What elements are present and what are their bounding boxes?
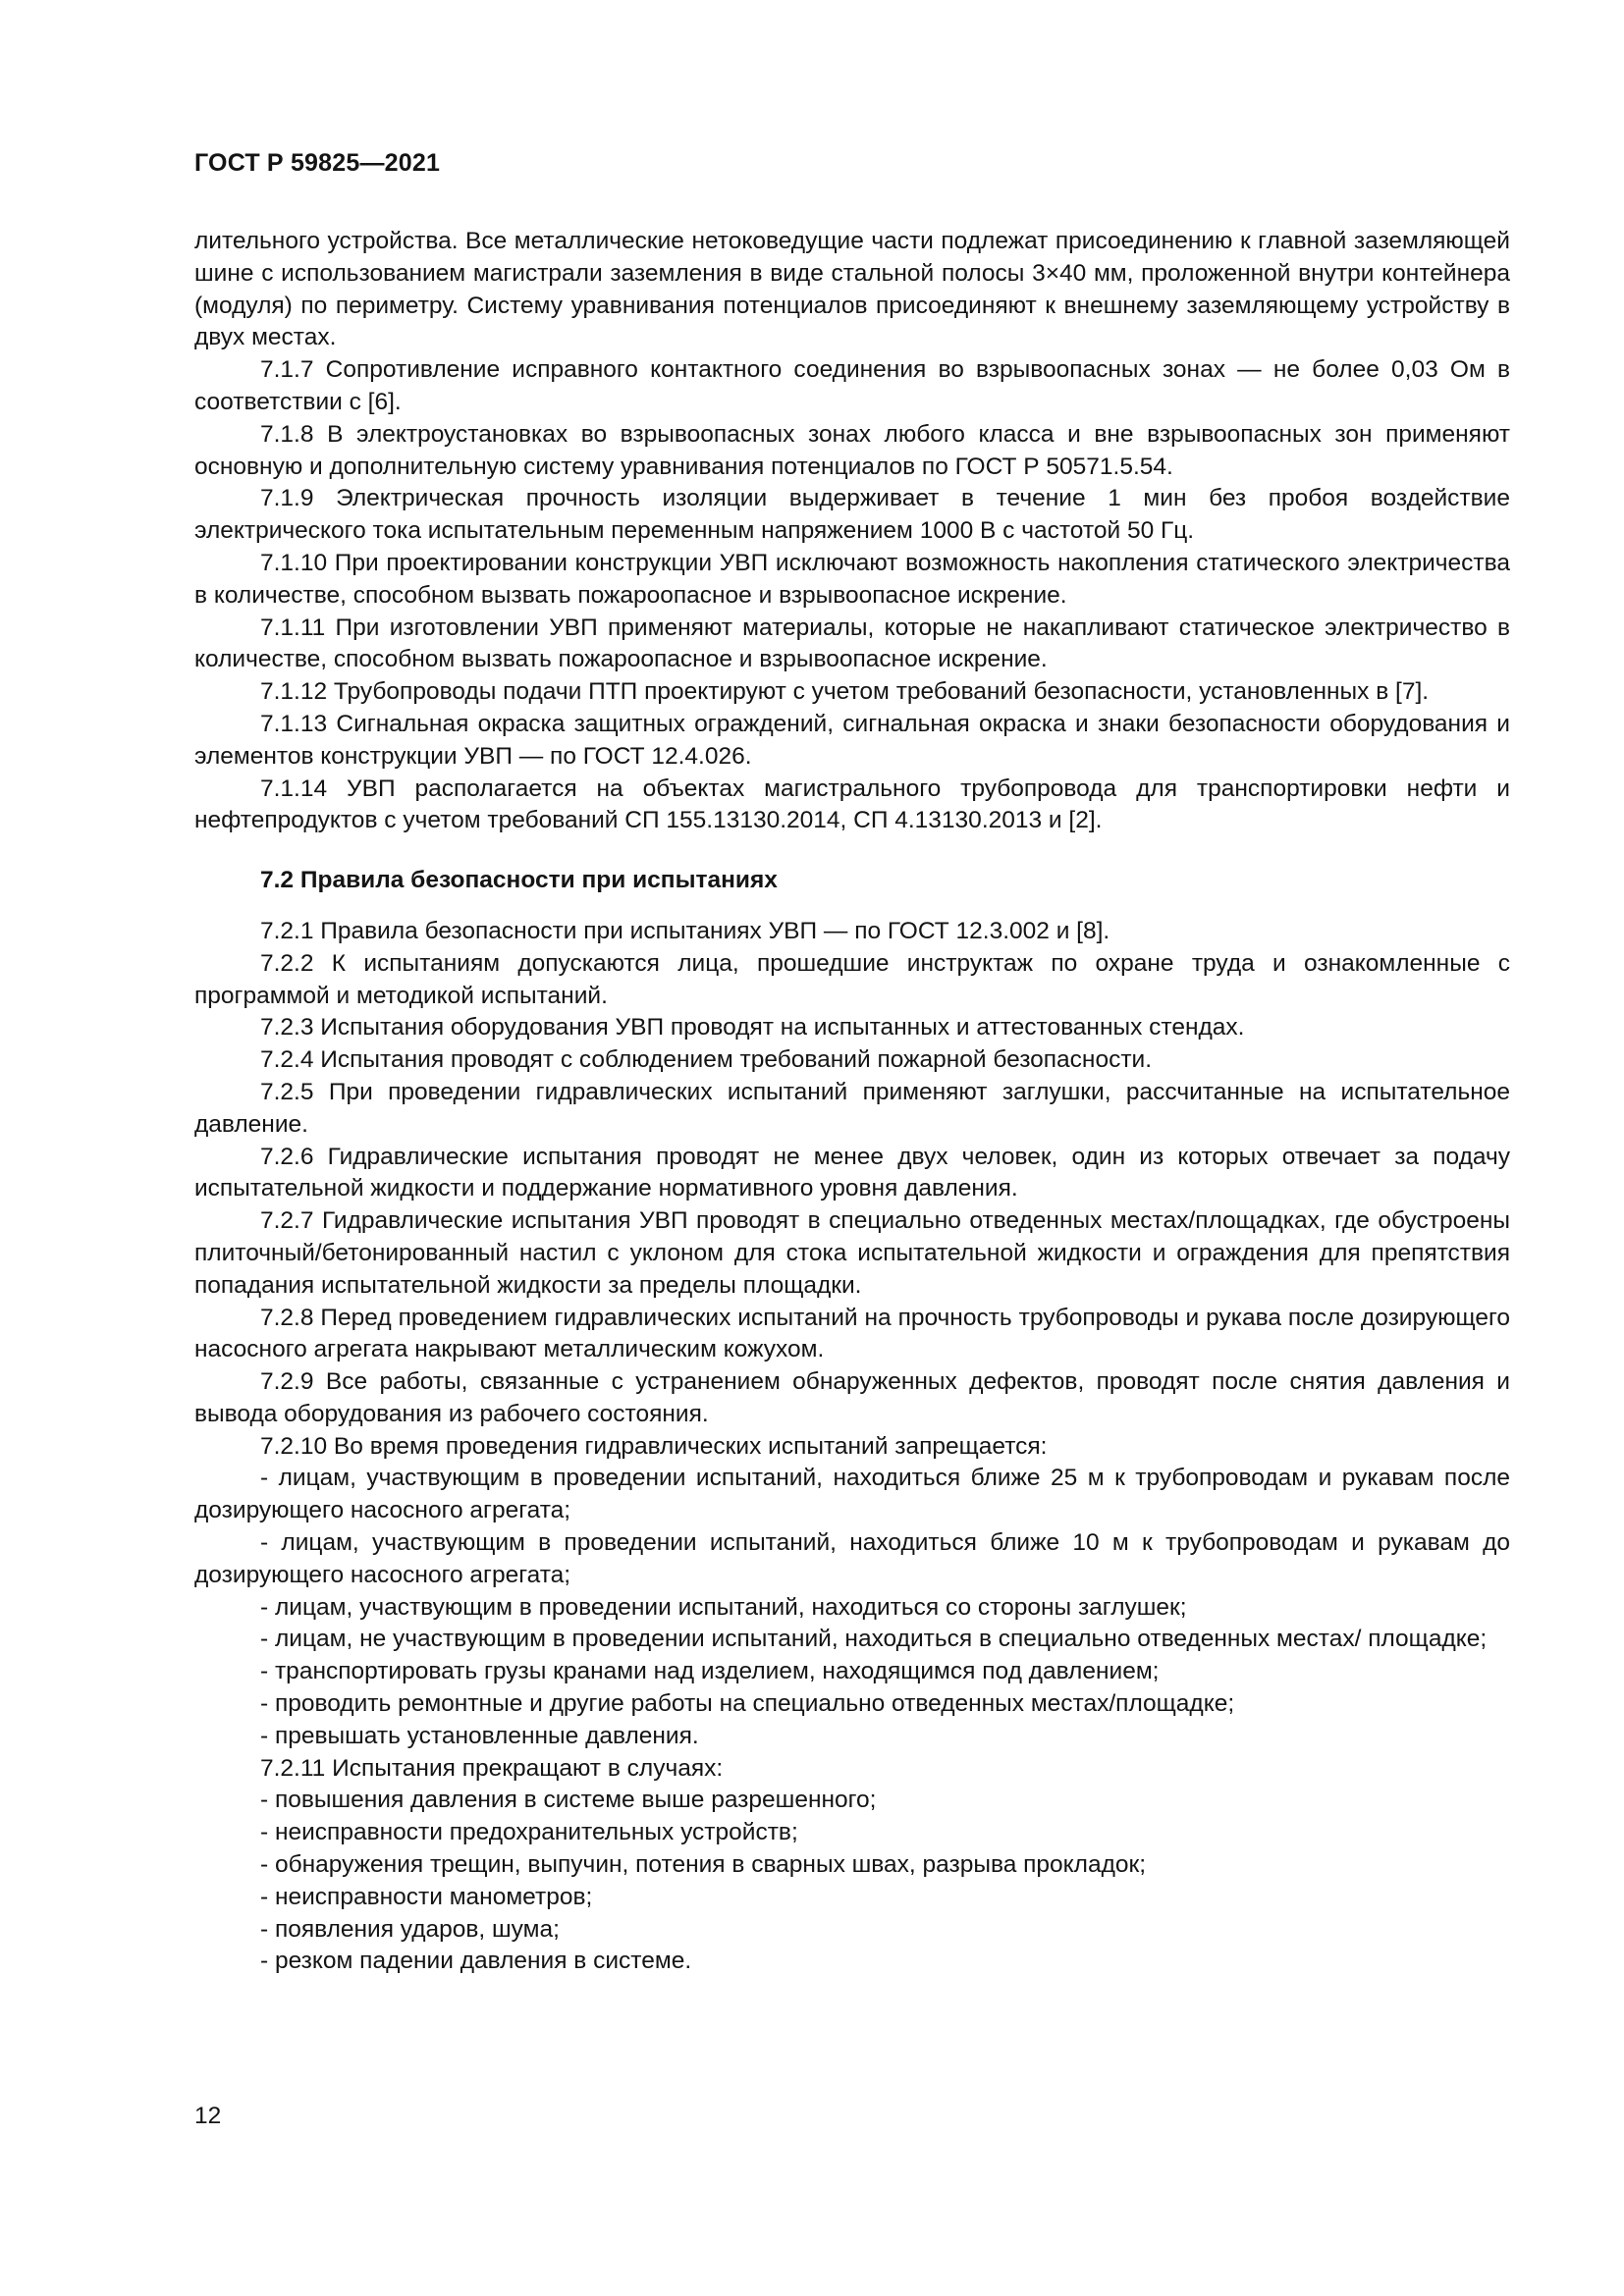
paragraph-7-2-3: 7.2.3 Испытания оборудования УВП проводят на испытанных и аттестованных стендах.: [260, 1014, 1245, 1041]
prohibition-list-item: - проводить ремонтные и другие работы на специально отведенных местах/площадке;: [260, 1690, 1235, 1718]
paragraph-7-2-2: 7.2.2 К испытаниям допускаются лица, прошедшие инструктаж по охране труда и ознакомленные с программой и методикой испытаний.: [194, 949, 1510, 1009]
prohibition-list-item: - лицам, не участвующим в проведении испытаний, находиться в специально отведенных местах/ площадке;: [260, 1626, 1488, 1653]
paragraph-7-2-6: 7.2.6 Гидравлические испытания проводят не менее двух человек, один из которых отвечает за подачу испытательной жидкости и поддержание нормативного уровня давления.: [194, 1143, 1510, 1202]
page-number: 12: [194, 2103, 222, 2129]
prohibition-list-item: - лицам, участвующим в проведении испытаний, находиться ближе 10 м к трубопроводам и рукавам до дозирующего насосного агрегата;: [194, 1529, 1510, 1588]
stop-case-list-item: - резком падении давления в системе.: [260, 1948, 692, 1975]
paragraph-7-2-9: 7.2.9 Все работы, связанные с устранением обнаруженных дефектов, проводят после снятия давления и вывода оборудования из рабочего состояния.: [194, 1368, 1510, 1427]
stop-case-list-item: - неисправности предохранительных устройств;: [260, 1819, 798, 1846]
stop-case-list-item: - появления ударов, шума;: [260, 1915, 560, 1943]
paragraph-continuation: лительного устройства. Все металлические нетоковедущие части подлежат присоединению к главной заземляющей шине с использованием магистрали заземления в виде стальной полосы 3×40 мм, проложенной внутри контейнера (модуля) по периметру. Систему уравнивания потенциалов присоединяют к внешнему заземляющему устройству в двух местах.: [194, 228, 1510, 351]
paragraph-7-1-9: 7.1.9 Электрическая прочность изоляции выдерживает в течение 1 мин без пробоя воздействие электрического тока испытательным переменным напряжением 1000 В с частотой 50 Гц.: [194, 485, 1510, 545]
paragraph-7-2-1: 7.2.1 Правила безопасности при испытаниях УВП — по ГОСТ 12.3.002 и [8].: [260, 917, 1110, 944]
paragraph-7-2-10: 7.2.10 Во время проведения гидравлических испытаний запрещается:: [260, 1432, 1048, 1460]
paragraph-7-1-11: 7.1.11 При изготовлении УВП применяют материалы, которые не накапливают статическое электричество в количестве, способном вызвать пожароопасное и взрывоопасное искрение.: [194, 614, 1510, 673]
paragraph-7-2-8: 7.2.8 Перед проведением гидравлических испытаний на прочность трубопроводы и рукава после дозирующего насосного агрегата накрывают металлическим кожухом.: [194, 1304, 1510, 1363]
paragraph-7-1-7: 7.1.7 Сопротивление исправного контактного соединения во взрывоопасных зонах — не более 0,03 Ом в соответствии с [6].: [194, 356, 1510, 415]
prohibition-list-item: - превышать установленные давления.: [260, 1722, 699, 1749]
paragraph-7-2-11: 7.2.11 Испытания прекращают в случаях:: [260, 1754, 724, 1782]
stop-case-list-item: - обнаружения трещин, выпучин, потения в сварных швах, разрыва прокладок;: [260, 1851, 1147, 1879]
paragraph-7-1-13: 7.1.13 Сигнальная окраска защитных ограждений, сигнальная окраска и знаки безопасности оборудования и элементов конструкции УВП — по ГОСТ 12.4.026.: [194, 710, 1510, 770]
paragraph-7-1-8: 7.1.8 В электроустановках во взрывоопасных зонах любого класса и вне взрывоопасных зон применяют основную и дополнительную систему уравнивания потенциалов по ГОСТ Р 50571.5.54.: [194, 420, 1510, 480]
paragraph-7-2-4: 7.2.4 Испытания проводят с соблюдением требований пожарной безопасности.: [260, 1046, 1153, 1074]
stop-case-list-item: - повышения давления в системе выше разрешенного;: [260, 1787, 877, 1814]
paragraph-7-2-5: 7.2.5 При проведении гидравлических испытаний применяют заглушки, рассчитанные на испытательное давление.: [194, 1078, 1510, 1138]
paragraph-7-2-7: 7.2.7 Гидравлические испытания УВП проводят в специально отведенных местах/площадках, где обустроены плиточный/бетонированный настил с уклоном для стока испытательной жидкости и ограждения для препятствия попадания испытательной жидкости за пределы площадки.: [194, 1207, 1510, 1299]
document-code-header: ГОСТ Р 59825—2021: [194, 149, 441, 177]
stop-case-list-item: - неисправности манометров;: [260, 1883, 593, 1910]
prohibition-list-item: - лицам, участвующим в проведении испытаний, находиться со стороны заглушек;: [260, 1593, 1187, 1621]
paragraph-7-1-10: 7.1.10 При проектировании конструкции УВП исключают возможность накопления статического электричества в количестве, способном вызвать пожароопасное и взрывоопасное искрение.: [194, 549, 1510, 609]
paragraph-7-1-14: 7.1.14 УВП располагается на объектах магистрального трубопровода для транспортировки нефти и нефтепродуктов с учетом требований СП 155.13130.2014, СП 4.13130.2013 и [2].: [194, 774, 1510, 834]
prohibition-list-item: - транспортировать грузы кранами над изделием, находящимся под давлением;: [260, 1658, 1160, 1685]
prohibition-list-item: - лицам, участвующим в проведении испытаний, находиться ближе 25 м к трубопроводам и рукавам после дозирующего насосного агрегата;: [194, 1465, 1510, 1524]
document-body: [194, 226, 1510, 1978]
paragraph-7-1-12: 7.1.12 Трубопроводы подачи ПТП проектируют с учетом требований безопасности, установленных в [7].: [260, 678, 1430, 706]
section-heading-7-2: 7.2 Правила безопасности при испытаниях: [260, 867, 778, 894]
